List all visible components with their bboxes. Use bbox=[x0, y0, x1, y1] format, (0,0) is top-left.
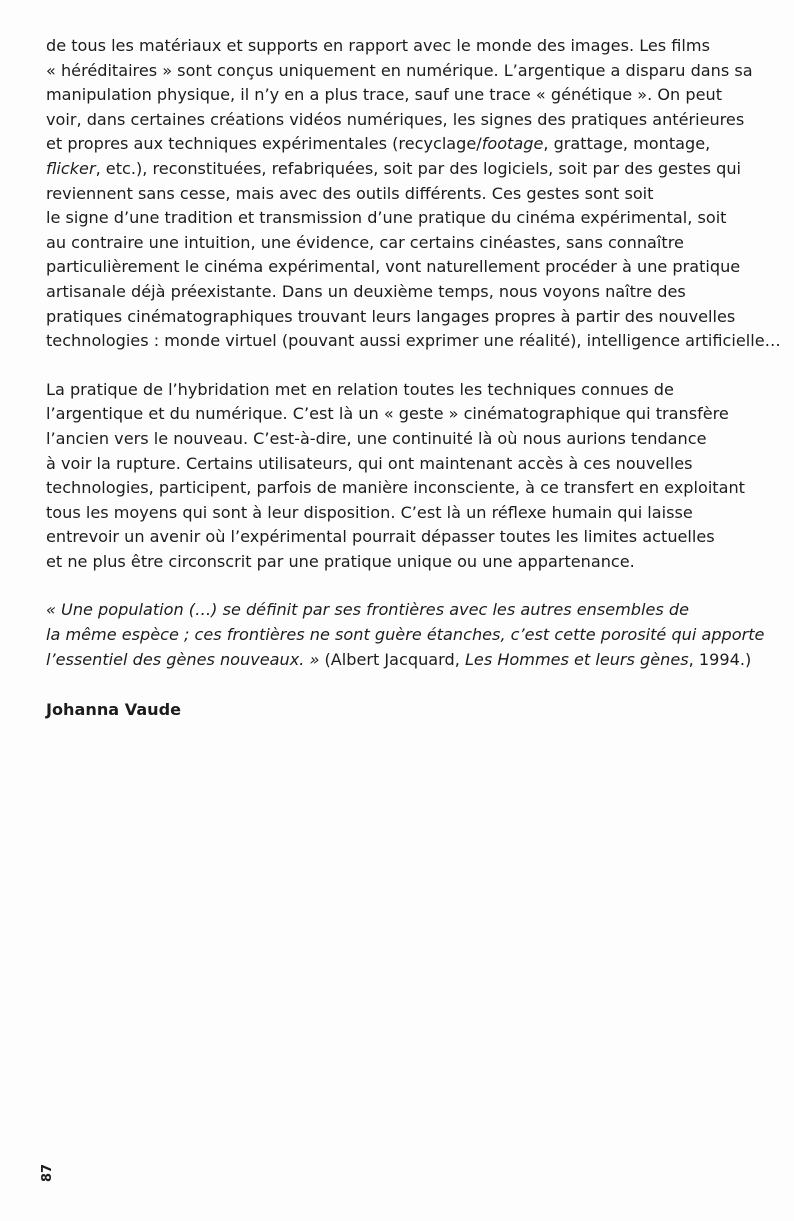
paragraph-2-line: tous les moyens qui sont à leur disposition. C’est là un réflexe humain qui laisse bbox=[46, 502, 693, 522]
paragraph-2-line: à voir la rupture. Certains utilisateurs, qui ont maintenant accès à ces nouvelles bbox=[46, 453, 693, 473]
paragraph-2-line: La pratique de l’hybridation met en relation toutes les techniques connues de bbox=[46, 379, 674, 399]
paragraph-1-line: reviennent sans cesse, mais avec des outils différents. Ces gestes sont soit bbox=[46, 183, 654, 203]
quote-line-3: l’essentiel des gènes nouveaux. » bbox=[46, 649, 320, 669]
quote-line-2: la même espèce ; ces frontières ne sont guère étanches, c’est cette porosité qui apporte bbox=[46, 625, 765, 645]
paragraph-1-line: technologies : monde virtuel (pouvant aussi exprimer une réalité), intelligence artificielle… bbox=[46, 331, 781, 351]
paragraph-1-line: voir, dans certaines créations vidéos numériques, les signes des pratiques antérieures bbox=[46, 109, 745, 129]
paragraph-1-line: manipulation physique, il n’y en a plus trace, sauf une trace « génétique ». On peut bbox=[46, 85, 723, 105]
paragraph-2-line: et ne plus être circonscrit par une pratique unique ou une appartenance. bbox=[46, 551, 635, 571]
citation-prefix: (Albert Jacquard, bbox=[319, 649, 465, 669]
quote-line-1: « Une population (…) se définit par ses frontières avec les autres ensembles de bbox=[46, 600, 689, 620]
paragraph-2-line: technologies, participent, parfois de manière inconsciente, à ce transfert en exploitant bbox=[46, 478, 745, 498]
paragraph-1-line: flicker, etc.), reconstituées, refabriquées, soit par des logiciels, soit par des gestes qui bbox=[46, 158, 741, 178]
paragraph-1-line: au contraire une intuition, une évidence, car certains cinéastes, sans connaître bbox=[46, 232, 684, 252]
paragraph-2-line: l’ancien vers le nouveau. C’est-à-dire, une continuité là où nous aurions tendance bbox=[46, 428, 707, 448]
paragraph-1-line: « héréditaires » sont conçus uniquement en numérique. L’argentique a disparu dans sa bbox=[46, 60, 753, 80]
text-block bbox=[46, 34, 781, 723]
paragraph-1-line: particulièrement le cinéma expérimental, vont naturellement procéder à une pratique bbox=[46, 257, 741, 277]
page-number: 87 bbox=[40, 1163, 55, 1182]
paragraph-1-line: artisanale déjà préexistante. Dans un deuxième temps, nous voyons naître des bbox=[46, 281, 686, 301]
paragraph-2-line: l’argentique et du numérique. C’est là un « geste » cinématographique qui transfère bbox=[46, 404, 729, 424]
paragraph-2 bbox=[46, 378, 766, 575]
quote-block bbox=[46, 598, 766, 672]
paragraph-1-line: le signe d’une tradition et transmission d’une pratique du cinéma expérimental, soit bbox=[46, 208, 727, 228]
author-signature: Johanna Vaude bbox=[46, 700, 182, 720]
paragraph-1-line: de tous les matériaux et supports en rapport avec le monde des images. Les films bbox=[46, 36, 710, 55]
paragraph-2-line: entrevoir un avenir où l’expérimental pourrait dépasser toutes les limites actuelles bbox=[46, 527, 715, 547]
paragraph-1 bbox=[46, 34, 781, 354]
citation-title: Les Hommes et leurs gènes bbox=[464, 649, 689, 669]
paragraph-1-line: pratiques cinématographiques trouvant leurs langages propres à partir des nouvelles bbox=[46, 306, 736, 326]
paragraph-1-line: et propres aux techniques expérimentales (recyclage/footage, grattage, montage, bbox=[46, 134, 711, 154]
citation-suffix: , 1994.) bbox=[688, 649, 752, 669]
